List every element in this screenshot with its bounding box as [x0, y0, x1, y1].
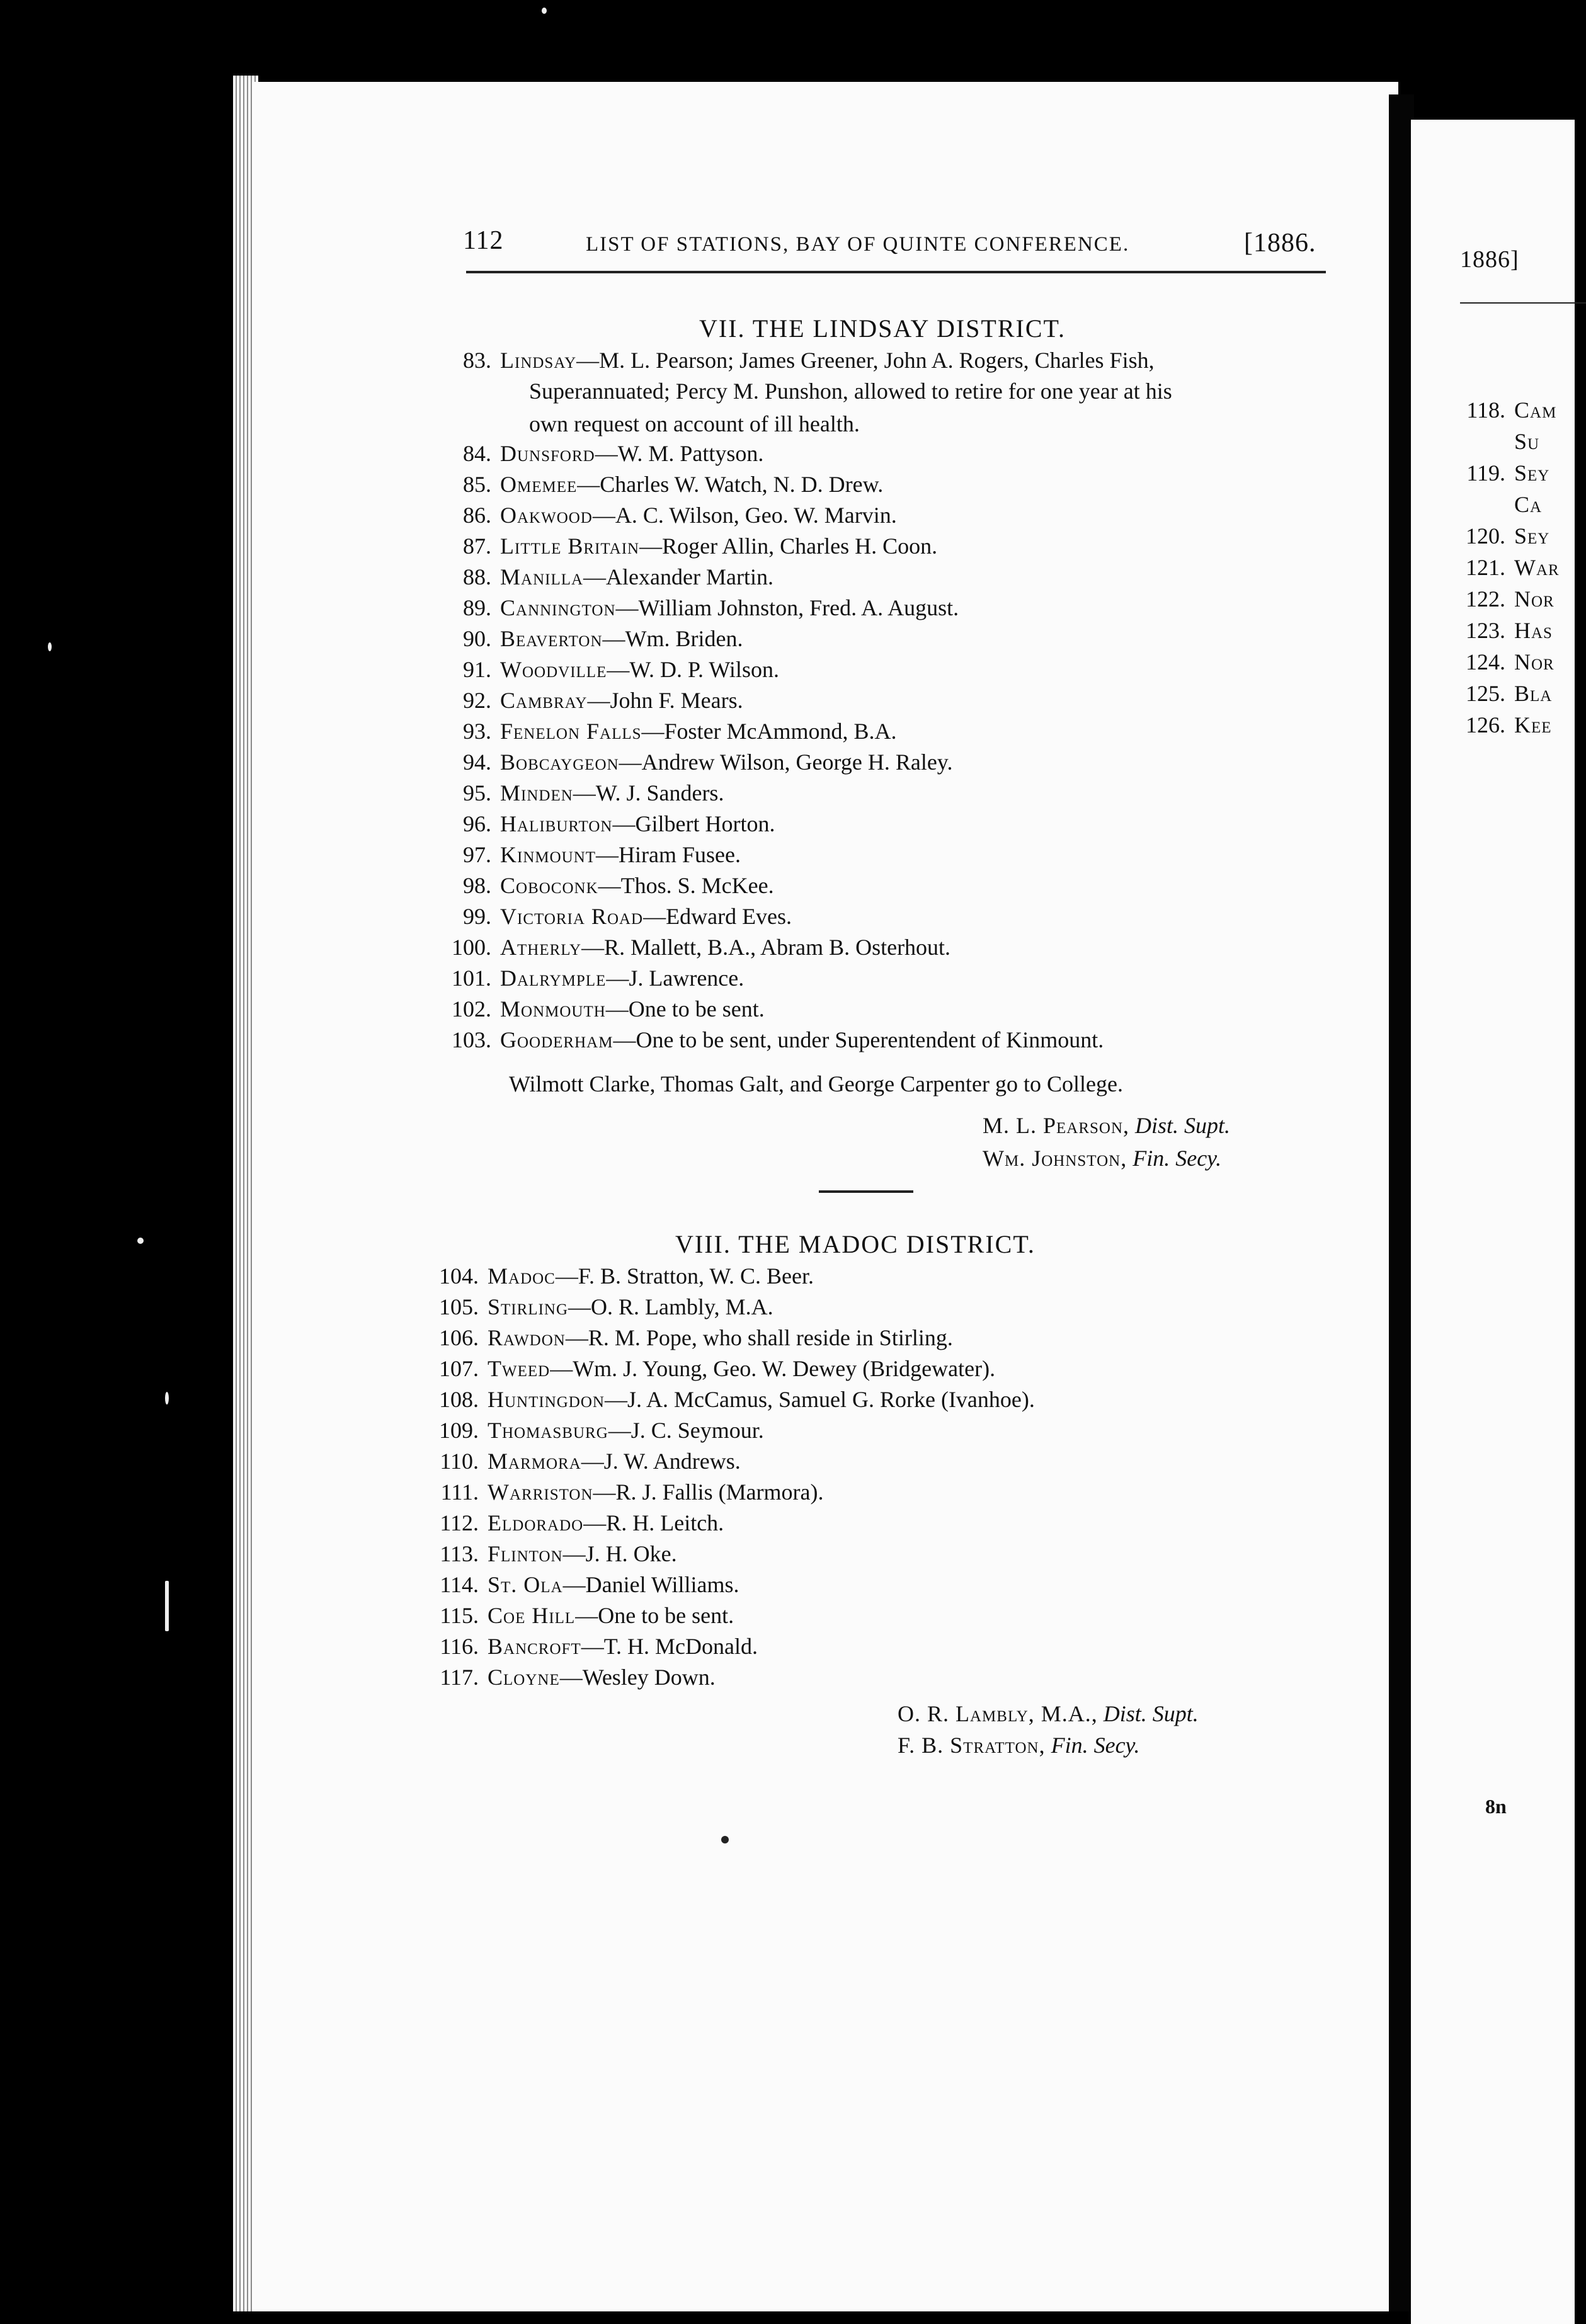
appointment-text: —J. H. Oke. — [562, 1541, 677, 1566]
entry-number: 97. — [463, 842, 491, 867]
right-page-entry — [1449, 460, 1549, 486]
station-name: Huntingdon — [488, 1387, 605, 1412]
right-page-entry — [1449, 586, 1555, 612]
station-entry — [441, 562, 773, 592]
station-entry — [428, 1323, 953, 1353]
signature-role: Dist. Supt. — [1103, 1701, 1199, 1726]
appointment-text: —O. R. Lambly, M.A. — [568, 1294, 773, 1319]
entry-number: 122. — [1466, 586, 1505, 612]
appointment-text: —John F. Mears. — [587, 688, 743, 713]
station-name: Lindsay — [500, 348, 577, 373]
entry-number: 108. — [439, 1387, 479, 1412]
entry-number: 92. — [463, 688, 491, 713]
madoc-secretary-signature — [898, 1732, 1140, 1758]
station-name: Minden — [500, 780, 573, 806]
entry-number: 100. — [452, 935, 491, 960]
station-entry — [428, 1353, 995, 1384]
station-name: Cambray — [500, 688, 588, 713]
entry-number: 115. — [440, 1603, 479, 1628]
madoc-district-title: VIII. THE MADOC DISTRICT. — [675, 1230, 1035, 1258]
entry-number: 91. — [463, 657, 491, 682]
station-name: Victoria Road — [500, 904, 644, 929]
appointment-text: —W. D. P. Wilson. — [607, 657, 779, 682]
entry-number: 90. — [463, 626, 491, 651]
entry-number: 88. — [463, 564, 491, 590]
station-entry — [441, 345, 1155, 375]
entry-number: 89. — [463, 595, 491, 620]
station-entry — [428, 1508, 724, 1538]
station-name-fragment: War — [1514, 555, 1560, 580]
station-name: Kinmount — [500, 842, 596, 867]
station-entry — [428, 1477, 824, 1507]
entry-number: 94. — [463, 749, 491, 775]
station-name: Cannington — [500, 595, 616, 620]
entry-number: 107. — [439, 1356, 479, 1381]
scan-speck — [165, 1392, 169, 1404]
appointment-text: —Edward Eves. — [643, 904, 792, 929]
signature-role: Fin. Secy. — [1132, 1146, 1222, 1171]
appointment-text: —William Johnston, Fred. A. August. — [615, 595, 959, 620]
right-page-entry — [1449, 617, 1553, 644]
appointment-text: —M. L. Pearson; James Greener, John A. Rogers, Charles Fish, — [576, 348, 1155, 373]
appointment-text: —Foster McAmmond, B.A. — [641, 719, 897, 744]
entry-number: 86. — [463, 503, 491, 528]
entry-number: 101. — [452, 965, 491, 991]
appointment-text: —Alexander Martin. — [583, 564, 773, 590]
page-number: 112 — [463, 226, 504, 255]
printer-signature-mark: 8n — [1485, 1795, 1507, 1818]
station-name-fragment: Kee — [1514, 712, 1552, 738]
station-name: Cloyne — [488, 1665, 560, 1690]
entry-number: 120. — [1466, 523, 1505, 549]
entry-number: 96. — [463, 811, 491, 836]
right-page-entry — [1449, 680, 1552, 707]
station-name-fragment: Bla — [1514, 681, 1553, 706]
station-name: Coe Hill — [488, 1603, 576, 1628]
station-name: Woodville — [500, 657, 607, 682]
appointment-text: —R. Mallett, B.A., Abram B. Osterhout. — [581, 935, 951, 960]
lindsay-superintendent-signature — [983, 1112, 1230, 1139]
entry-number: 123. — [1466, 618, 1505, 643]
station-name-fragment: Su — [1514, 429, 1540, 454]
year-bracket: [1886. — [1244, 229, 1316, 258]
entry-number: 87. — [463, 533, 491, 559]
station-name: Oakwood — [500, 503, 593, 528]
right-page-header: 1886] — [1460, 246, 1519, 273]
entry-number: 109. — [439, 1418, 479, 1443]
right-page-entry — [1449, 712, 1552, 738]
entry-number: 93. — [463, 719, 491, 744]
appointment-text: —One to be sent. — [605, 996, 765, 1022]
station-name: Stirling — [488, 1294, 568, 1319]
station-entry — [441, 438, 763, 469]
station-entry — [441, 1025, 1104, 1055]
appointment-text: —W. J. Sanders. — [573, 780, 724, 806]
appointment-text: —J. A. McCamus, Samuel G. Rorke (Ivanhoe). — [604, 1387, 1035, 1412]
station-name: Omemee — [500, 472, 578, 497]
station-name: St. Ola — [488, 1572, 563, 1597]
appointment-text: —T. H. McDonald. — [581, 1634, 758, 1659]
station-entry — [441, 531, 937, 561]
entry-number: 84. — [463, 441, 491, 466]
ink-dot — [721, 1836, 729, 1843]
station-entry — [441, 716, 897, 746]
station-entry — [441, 963, 744, 993]
appointment-text: —Daniel Williams. — [562, 1572, 739, 1597]
station-entry — [441, 840, 741, 870]
station-entry — [441, 778, 724, 808]
station-name: Rawdon — [488, 1325, 566, 1350]
appointment-text: —Andrew Wilson, George H. Raley. — [619, 749, 953, 775]
entry-number: 95. — [463, 780, 491, 806]
station-name: Little Britain — [500, 533, 640, 559]
entry-number: 102. — [452, 996, 491, 1022]
scan-speck — [137, 1238, 144, 1244]
header-rule — [466, 271, 1326, 273]
right-page — [1411, 120, 1575, 2324]
station-name: Madoc — [488, 1263, 556, 1289]
station-name: Bancroft — [488, 1634, 581, 1659]
appointment-text: —F. B. Stratton, W. C. Beer. — [555, 1263, 814, 1289]
appointment-text: —Gilbert Horton. — [612, 811, 775, 836]
entry-number: 116. — [440, 1634, 479, 1659]
appointment-text: —Charles W. Watch, N. D. Drew. — [577, 472, 884, 497]
entry-number: 112. — [440, 1510, 479, 1535]
station-entry — [441, 654, 779, 685]
station-name-fragment: Has — [1514, 618, 1553, 643]
appointment-text: —R. J. Fallis (Marmora). — [593, 1479, 824, 1505]
appointment-text: —J. C. Seymour. — [608, 1418, 764, 1443]
entry-number: 117. — [440, 1665, 479, 1690]
station-name-fragment: Nor — [1514, 586, 1555, 612]
appointment-text: —Roger Allin, Charles H. Coon. — [639, 533, 938, 559]
station-name: Flinton — [488, 1541, 563, 1566]
station-entry — [428, 1292, 773, 1322]
station-name: Tweed — [488, 1356, 551, 1381]
entry-number: 106. — [439, 1325, 479, 1350]
signature-name: O. R. Lambly, M.A., — [898, 1701, 1098, 1726]
appointment-text: —R. M. Pope, who shall reside in Stirling. — [565, 1325, 953, 1350]
station-entry — [441, 469, 883, 499]
right-page-entry — [1449, 523, 1549, 549]
signature-role: Fin. Secy. — [1051, 1733, 1140, 1758]
left-page — [252, 82, 1398, 2311]
station-entry — [441, 994, 765, 1024]
appointment-text: —J. Lawrence. — [606, 965, 745, 991]
right-header-rule — [1460, 302, 1586, 304]
station-entry — [428, 1569, 739, 1600]
entry-number: 114. — [440, 1572, 479, 1597]
book-gutter — [1389, 94, 1414, 2311]
station-entry — [441, 593, 959, 623]
entry-83-continuation-2: own request on account of ill health. — [529, 411, 860, 436]
appointment-text: —W. M. Pattyson. — [595, 441, 764, 466]
station-entry — [441, 500, 897, 530]
station-name-fragment: Sey — [1514, 460, 1550, 486]
station-entry — [441, 932, 950, 962]
entry-number: 124. — [1466, 649, 1505, 675]
station-name: Dunsford — [500, 441, 595, 466]
station-name: Eldorado — [488, 1510, 584, 1535]
right-page-entry — [1449, 554, 1560, 581]
station-name-fragment: Nor — [1514, 649, 1555, 675]
scan-speck — [165, 1581, 169, 1631]
appointment-text: —One to be sent, under Superentendent of Kinmount. — [613, 1027, 1104, 1052]
scan-speck — [542, 8, 547, 14]
entry-number: 98. — [463, 873, 491, 898]
appointment-text: —Thos. S. McKee. — [598, 873, 774, 898]
station-name: Fenelon Falls — [500, 719, 642, 744]
entry-number: 113. — [440, 1541, 479, 1566]
signature-name: Wm. Johnston, — [983, 1146, 1127, 1171]
station-entry — [428, 1446, 741, 1476]
entry-number: 103. — [452, 1027, 491, 1052]
signature-name: F. B. Stratton, — [898, 1733, 1046, 1758]
lindsay-district-title: VII. THE LINDSAY DISTRICT. — [699, 314, 1066, 343]
station-name: Manilla — [500, 564, 584, 590]
entry-number: 119. — [1466, 460, 1505, 486]
station-entry — [428, 1384, 1035, 1415]
entry-number: 125. — [1466, 681, 1505, 706]
signature-name: M. L. Pearson, — [983, 1113, 1130, 1138]
station-name-fragment: Sey — [1514, 523, 1550, 549]
entry-number: 118. — [1466, 397, 1505, 423]
right-page-entry — [1449, 397, 1556, 423]
appointment-text: —R. H. Leitch. — [583, 1510, 724, 1535]
right-page-entry — [1449, 491, 1542, 518]
appointment-text: —A. C. Wilson, Geo. W. Marvin. — [592, 503, 897, 528]
signature-role: Dist. Supt. — [1135, 1113, 1231, 1138]
station-entry — [428, 1539, 677, 1569]
station-name: Atherly — [500, 935, 582, 960]
entry-83-continuation-1: Superannuated; Percy M. Punshon, allowed to retire for one year at his — [529, 379, 1172, 404]
station-name: Dalrymple — [500, 965, 607, 991]
station-name: Gooderham — [500, 1027, 613, 1052]
madoc-superintendent-signature — [898, 1700, 1199, 1727]
entry-number: 83. — [463, 348, 491, 373]
station-name: Marmora — [488, 1449, 581, 1474]
station-entry — [428, 1631, 758, 1661]
entry-number: 105. — [439, 1294, 479, 1319]
station-entry — [441, 870, 774, 901]
entry-number: 126. — [1466, 712, 1505, 738]
station-entry — [428, 1600, 734, 1631]
scan-speck — [48, 642, 52, 651]
entry-number: 104. — [439, 1263, 479, 1289]
college-note: Wilmott Clarke, Thomas Galt, and George Carpenter go to College. — [509, 1071, 1123, 1096]
right-page-entry — [1449, 428, 1539, 455]
station-name: Haliburton — [500, 811, 613, 836]
station-entry — [428, 1261, 814, 1291]
right-page-entry — [1449, 649, 1555, 675]
station-name: Bobcaygeon — [500, 749, 619, 775]
appointment-text: —Hiram Fusee. — [596, 842, 741, 867]
running-title: LIST OF STATIONS, BAY OF QUINTE CONFERENCE. — [586, 233, 1130, 256]
appointment-text: —J. W. Andrews. — [581, 1449, 741, 1474]
station-entry — [428, 1662, 716, 1692]
station-entry — [441, 809, 775, 839]
appointment-text: —Wm. J. Young, Geo. W. Dewey (Bridgewater). — [550, 1356, 996, 1381]
appointment-text: —One to be sent. — [575, 1603, 734, 1628]
station-entry — [441, 747, 952, 777]
station-name-fragment: Ca — [1514, 492, 1543, 517]
station-name: Coboconk — [500, 873, 598, 898]
station-entry — [428, 1415, 764, 1445]
lindsay-secretary-signature — [983, 1145, 1221, 1171]
station-entry — [441, 685, 743, 715]
appointment-text: —Wm. Briden. — [602, 626, 743, 651]
entry-number: 99. — [463, 904, 491, 929]
appointment-text: —Wesley Down. — [559, 1665, 716, 1690]
section-divider — [819, 1190, 913, 1193]
station-name: Warriston — [488, 1479, 593, 1505]
station-name: Beaverton — [500, 626, 603, 651]
station-entry — [441, 624, 743, 654]
entry-number: 110. — [440, 1449, 479, 1474]
entry-number: 111. — [440, 1479, 479, 1505]
station-name: Monmouth — [500, 996, 606, 1022]
station-entry — [441, 901, 792, 931]
entry-number: 85. — [463, 472, 491, 497]
station-name-fragment: Cam — [1514, 397, 1557, 423]
entry-number: 121. — [1466, 555, 1505, 580]
station-name: Thomasburg — [488, 1418, 608, 1443]
